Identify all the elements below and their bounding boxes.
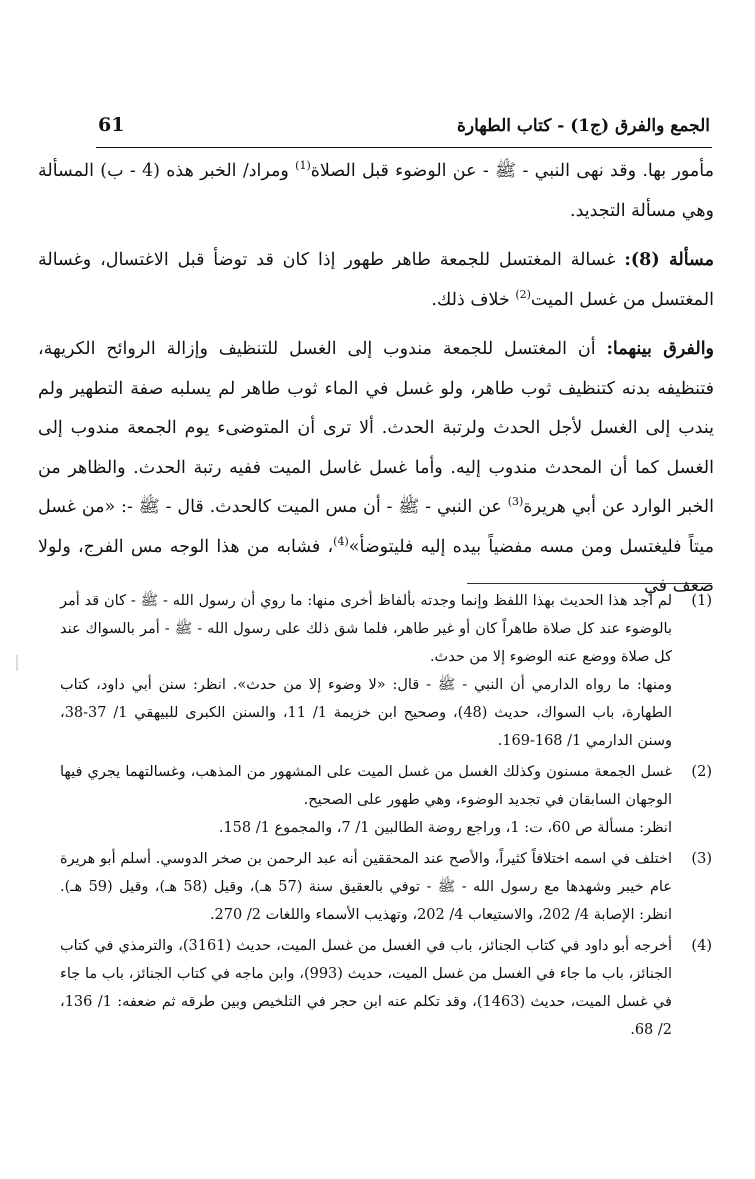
paragraph-difference: والفرق بينهما: أن المغتسل للجمعة مندوب إلى الغسل للتنظيف وإزالة الروائح الكريهة، فتنظيفه بدنه كتنظيف ثوب طاهر، ولو غسل في الماء ثوب طاهر لم يسلبه صفة التطهير ولم يندب إلى الغسل لأجل الحدث ولرتبة الحدث. ألا ترى أن المتوضىء يوم الجمعة مندوب إلى الغسل كما أن المحدث مندوب إليه. وأما غسل غاسل الميت ففيه رتبة الحدث. والظاهر من الخبر الوارد عن أبي هريرة$^{(3)}$ عن النبي - ﷺ - أن مس الميت كالحدث. قال - ﷺ -: «من غسل ميتاً فليغتسل ومن مسه مفضياً بيده إليه فليتوضأ»$^{(4)}$، فشابه من هذا الوجه مس الفرج، ولولا ضعف في (38, 339, 715, 596)
footnote-ref-4: (4) (333, 534, 349, 548)
footnote-text: أخرجه أبو داود في كتاب الجنائز، باب في الغسل من غسل الميت، حديث (3161)، والترمذي في كتاب الجنائز، باب ما جاء في الغسل من غسل الميت، حديث (993)، وابن ماجه في كتاب الجنائز، باب ما جاء في غسل الميت، حديث (1463)، وقد تكلم عنه ابن حجر في التلخيص وبين طرقه ثم ضعفه: 1/ 136، 2/ 68. (60, 938, 673, 1038)
footnote-4 (60, 932, 714, 1044)
footnote-text: اختلف في اسمه اختلافاً كثيراً، والأصح عند المحققين أنه عبد الرحمن بن صخر الدوسي. أسلم أبو هريرة عام خيبر وشهدها مع رسول الله - ﷺ - توفي بالعقيق سنة (57 هـ)، وقيل (58 هـ)، وقيل (59 هـ). انظر: الإصابة 4/ 202، والاستيعاب 4/ 202، وتهذيب الأسماء واللغات 2/ 270. (60, 851, 672, 923)
footnote-1 (60, 587, 714, 755)
page-number: 61 (98, 114, 125, 136)
footnote-text: لم أجد هذا الحديث بهذا اللفظ وإنما وجدته بألفاظ أخرى منها: ما روي أن رسول الله - ﷺ - كان قد أمر بالوضوء عند كل صلاة طاهراً كان أو غير طاهر، فلما شق ذلك على رسول الله - ﷺ - أمر بالسواك عند كل صلاة ووضع عنه الوضوء إلا من حدث. (60, 593, 672, 665)
footnote-number: (4) (691, 938, 712, 954)
paragraph-1: مأمور بها. وقد نهى النبي - ﷺ - عن الوضوء قبل الصلاة$^{(1)}$ ومراد/ الخبر هذه (4 - ب) المسألة وهي مسألة التجديد. (38, 159, 715, 221)
footnote-text: ومنها: ما رواه الدارمي أن النبي - ﷺ - قال: «لا وضوء إلا من حدث». انظر: سنن أبي داود، كتاب الطهارة، باب السواك، حديث (48)، وصحيح ابن خزيمة 1/ 11، والسنن الكبرى للبيهقي 1/ 37-38، وسنن الدارمي 1/ 168-169. (60, 677, 672, 749)
main-text (38, 152, 714, 607)
footnote-text: انظر: مسألة ص 60، ت: 1، وراجع روضة الطالبين 1/ 7، والمجموع 1/ 158. (218, 820, 672, 836)
footnote-ref-3: (3) (507, 495, 524, 508)
header-divider (96, 147, 712, 148)
footnote-ref-2: (2) (515, 287, 531, 301)
footnote-number: (3) (691, 851, 712, 867)
running-title: الجمع والفرق (ج1) - كتاب الطهارة (457, 116, 710, 136)
footnote-2 (60, 758, 714, 842)
footnote-number: (1) (691, 593, 712, 609)
footnote-3 (60, 845, 714, 929)
page-header (98, 112, 710, 146)
masala-heading: مسألة (8): (624, 250, 715, 270)
footnotes-section (60, 583, 714, 1044)
paragraph-masala-8: مسألة (8): غسالة المغتسل للجمعة طاهر طهور إذا كان قد توضأ قبل الاغتسال، وغسالة المغتسل من غسل الميت$^{(2)}$ خلاف ذلك. (38, 250, 715, 310)
footnote-ref-1: (1) (295, 159, 311, 172)
difference-heading: والفرق بينهما: (606, 339, 715, 359)
footnote-divider (467, 583, 712, 584)
footnote-number: (2) (691, 764, 712, 780)
margin-mark (16, 655, 18, 671)
footnote-text: غسل الجمعة مسنون وكذلك الغسل من غسل الميت على المشهور من المذهب، وغسالتهما يجري فيها الوجهان السابقان في تجديد الوضوء، وهي طهور على الصحيح. (60, 764, 672, 808)
